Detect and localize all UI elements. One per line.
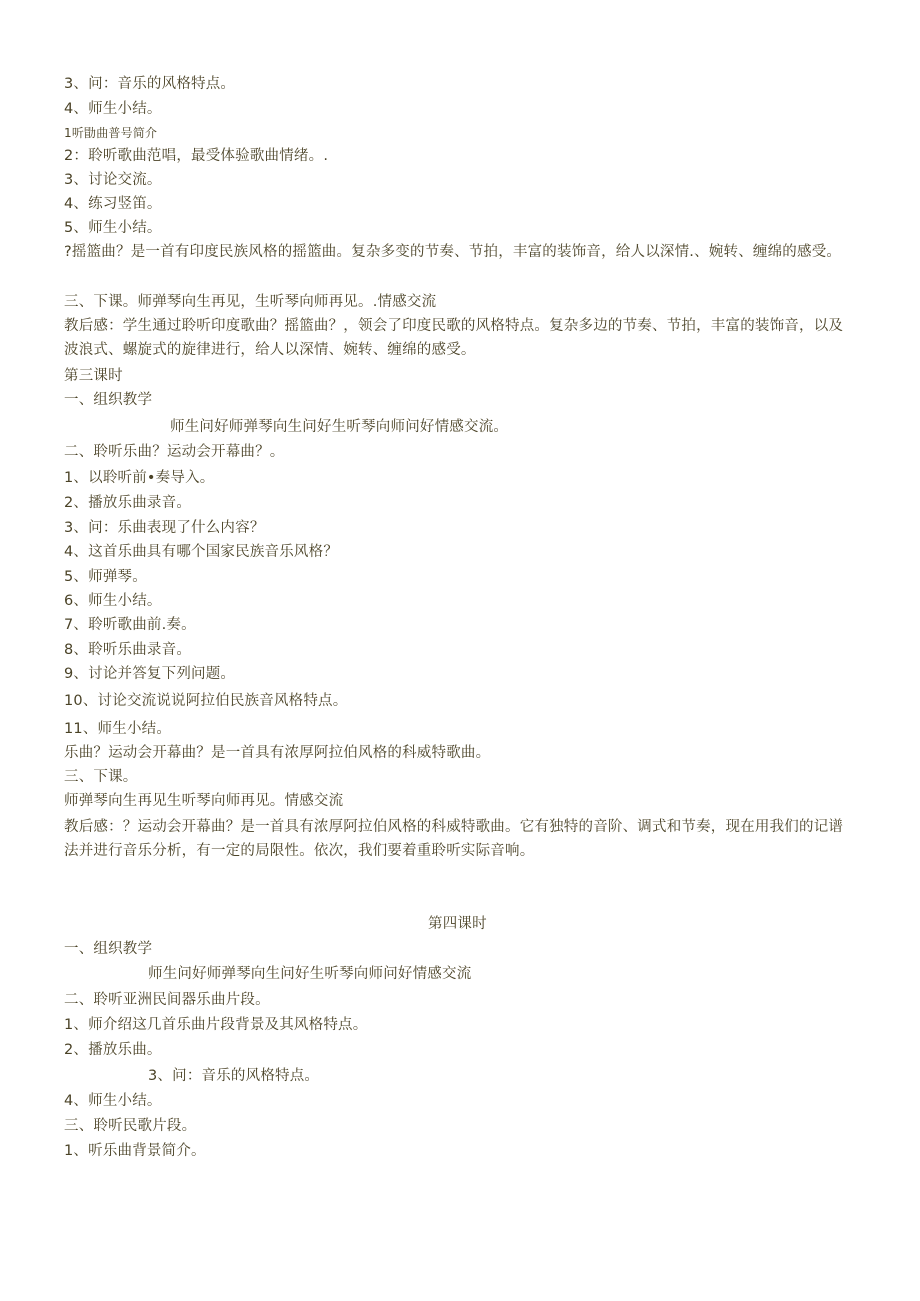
text-line: 6、师生小结。 <box>64 593 162 609</box>
text-line: 4、师生小结。 <box>64 1093 162 1109</box>
text-line: 一、组织教学 <box>64 941 153 957</box>
text-line: 二、聆听乐曲？运动会开幕曲？。 <box>64 444 285 460</box>
text-line: 师生问好师弹琴向生问好生听琴向师问好情感交流 <box>148 966 472 982</box>
text-line: 3、问：乐曲表现了什么内容？ <box>64 520 265 536</box>
text-line: 1、以聆听前•奏导入。 <box>64 470 215 486</box>
text-line: 一、组织教学 <box>64 392 153 408</box>
text-line: 2、播放乐曲。 <box>64 1042 162 1058</box>
text-line: 三、聆听民歌片段。 <box>64 1118 197 1134</box>
text-line: 师生问好师弹琴向生问好生听琴向师问好情感交流。 <box>170 419 509 435</box>
text-line: 师弹琴向生再见生听琴向师再见。情感交流 <box>64 793 344 809</box>
text-line: 8、聆听乐曲录音。 <box>64 642 192 658</box>
text-paragraph: 教后感：？运动会开幕曲？是一首具有浓厚阿拉伯风格的科威特歌曲。它有独特的音阶、调式和节奏，现在用我们的记谱法并进行音乐分析，有一定的局限性。依次，我们要着重聆听实际音响。 <box>64 819 844 859</box>
text-line: 1、师介绍这几首乐曲片段背景及其风格特点。 <box>64 1017 368 1033</box>
section-heading: 第三课时 <box>64 368 123 384</box>
text-line: 1听勖曲普号简介 <box>64 126 158 140</box>
text-line: 1、听乐曲背景简介。 <box>64 1143 206 1159</box>
text-line: 4、师生小结。 <box>64 101 162 117</box>
text-paragraph: ?摇篮曲？是一首有印度民族风格的摇篮曲。复杂多变的节奏、节拍，丰富的装饰音，给人以深情.、婉转、缠绵的感受。 <box>64 244 842 260</box>
text-line: 2：聆听歌曲范唱，最受体验歌曲情绪。. <box>64 148 329 164</box>
text-line: 2、播放乐曲录音。 <box>64 495 192 511</box>
text-line: 7、聆听歌曲前.奏。 <box>64 617 196 633</box>
text-line: 3、问：音乐的风格特点。 <box>148 1068 320 1084</box>
text-line: 9、讨论并答复下列问题。 <box>64 666 236 682</box>
text-line: 4、这首乐曲具有哪个国家民族音乐风格？ <box>64 544 339 560</box>
text-line: 乐曲？运动会开幕曲？是一首具有浓厚阿拉伯风格的科威特歌曲。 <box>64 745 491 761</box>
text-line: 三、下课。 <box>64 769 138 785</box>
text-line: 3、讨论交流。 <box>64 172 162 188</box>
text-line: 3、问：音乐的风格特点。 <box>64 76 236 92</box>
section-heading: 第四课时 <box>428 916 487 932</box>
text-line: 4、练习竖笛。 <box>64 196 162 212</box>
text-line: 11、师生小结。 <box>64 721 172 737</box>
text-line: 5、师弹琴。 <box>64 569 147 585</box>
text-line: 二、聆听亚洲民间器乐曲片段。 <box>64 992 270 1008</box>
text-line: 三、下课。师弹琴向生再见，生听琴向师再见。.情感交流 <box>64 294 437 310</box>
text-line: 10、讨论交流说说阿拉伯民族音风格特点。 <box>64 693 348 709</box>
text-line: 5、师生小结。 <box>64 220 162 236</box>
text-paragraph: 教后感：学生通过聆听印度歌曲？摇篮曲？，领会了印度民歌的风格特点。复杂多边的节奏、节拍，丰富的装饰音，以及波浪式、螺旋式的旋律进行，给人以深情、婉转、缠绵的感受。 <box>64 318 844 358</box>
